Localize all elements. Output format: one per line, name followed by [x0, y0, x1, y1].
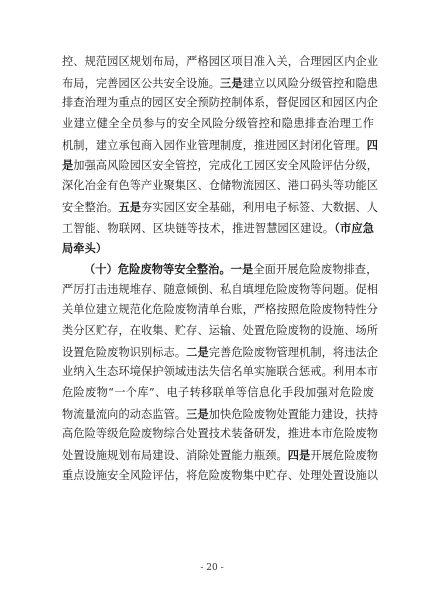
body-text-segment: 控、规范园区规划布局，严格园区项目准入关，合理园区内企业	[62, 55, 379, 68]
body-text-segment: 关单位建立规范化危险废物清单台账，严格按照危险废物特性分	[62, 303, 379, 317]
text-line	[62, 259, 378, 280]
body-text-segment: 全面开展危险废物排查，	[253, 262, 378, 276]
paragraph-2	[62, 259, 379, 487]
body-text-segment: 类分区贮存，在收集、贮存、运输、处置危险废物的设施、场所	[62, 323, 379, 337]
text-line	[62, 218, 374, 239]
emphasis-text: 三是	[220, 75, 243, 90]
body-text-segment: 夯实园区安全基础，利用电子标签、大数据、人	[141, 200, 379, 214]
text-line	[62, 404, 379, 425]
body-text-segment: 开展危险废物	[310, 449, 379, 463]
text-line	[62, 321, 379, 342]
body-text-segment: 布局，完善园区公共安全设施。	[62, 76, 221, 90]
text-line	[62, 114, 374, 135]
body-text-segment: 建立以风险分级管控和隐患	[242, 76, 379, 90]
body-text-segment: 物流量流向的动态监管。	[62, 407, 187, 421]
text-line	[62, 466, 379, 487]
emphasis-text: （市应急	[334, 220, 374, 235]
emphasis-text: （十）危险废物等安全整治。	[84, 261, 231, 276]
text-line	[62, 445, 379, 466]
emphasis-text: 三是	[186, 406, 209, 421]
body-text-segment: 机制，建立承包商入园作业管理制度，推进园区封闭化管理。	[62, 138, 367, 152]
text-line	[62, 135, 379, 156]
emphasis-text: 是	[62, 158, 74, 173]
emphasis-text: 五是	[118, 199, 142, 214]
body-text-segment: 排查治理为重点的园区安全预防控制体系，督促园区和园区内企	[62, 96, 379, 110]
text-line	[62, 424, 379, 445]
emphasis-text: 二是	[186, 344, 209, 359]
emphasis-text: 四	[366, 137, 379, 152]
text-line	[62, 176, 379, 197]
body-text-segment: 处置设施规划布局建设、消除处置能力瓶颈。	[62, 449, 288, 463]
body-text-segment: 业建立健全全员参与的安全风险分级管控和隐患排查治理工作	[62, 117, 374, 131]
body-text	[62, 52, 379, 486]
text-line	[62, 52, 379, 73]
text-line	[62, 155, 379, 176]
text-line	[62, 342, 379, 363]
body-text-segment: 安全整治。	[62, 200, 119, 214]
emphasis-text: 局牵头）	[62, 241, 108, 256]
body-text-segment: 加快危险废物处置能力建设，扶持	[208, 407, 379, 421]
text-line	[62, 197, 379, 218]
body-text-segment: 业纳入生态环境保护领域违法失信名单实施联合惩戒。利用本市	[62, 365, 379, 379]
body-text-segment: 加强高风险园区安全管控，完成化工园区安全风险评估分级，	[73, 159, 379, 173]
body-text-segment: 深化冶金有色等产业聚集区、仓储物流园区、港口码头等功能区	[62, 179, 379, 193]
text-line	[62, 238, 374, 259]
body-text-segment: 危险废物“一个库”、电子转移联单等信息化手段加强对危险废	[62, 386, 374, 399]
body-text-segment: 完善危险废物管理机制，将违法企	[208, 345, 379, 359]
text-line	[62, 73, 379, 94]
body-text-segment: 严厉打击违规堆存、随意倾倒、私自填埋危险废物等问题。促相	[62, 282, 379, 296]
emphasis-text: 一是	[230, 261, 254, 276]
paragraph-1	[62, 52, 379, 259]
body-text-segment: 设置危险废物识别标志。	[62, 345, 187, 359]
text-line	[62, 93, 379, 114]
emphasis-text: 四是	[287, 448, 311, 463]
body-text-segment: 工智能、物联网、区块链等技术，推进智慧园区建设。	[62, 221, 335, 235]
body-text-segment: 高危险等级危险废物综合处置技术装备研发，推进本市危险废物	[62, 427, 379, 441]
body-text-segment: 重点设施安全风险评估，将危险废物集中贮存、处理处置设施以	[62, 468, 379, 482]
text-line	[62, 362, 379, 383]
text-line	[62, 300, 379, 321]
page-number: - 20 -	[200, 563, 224, 573]
text-line	[62, 280, 379, 301]
text-line	[62, 383, 374, 404]
